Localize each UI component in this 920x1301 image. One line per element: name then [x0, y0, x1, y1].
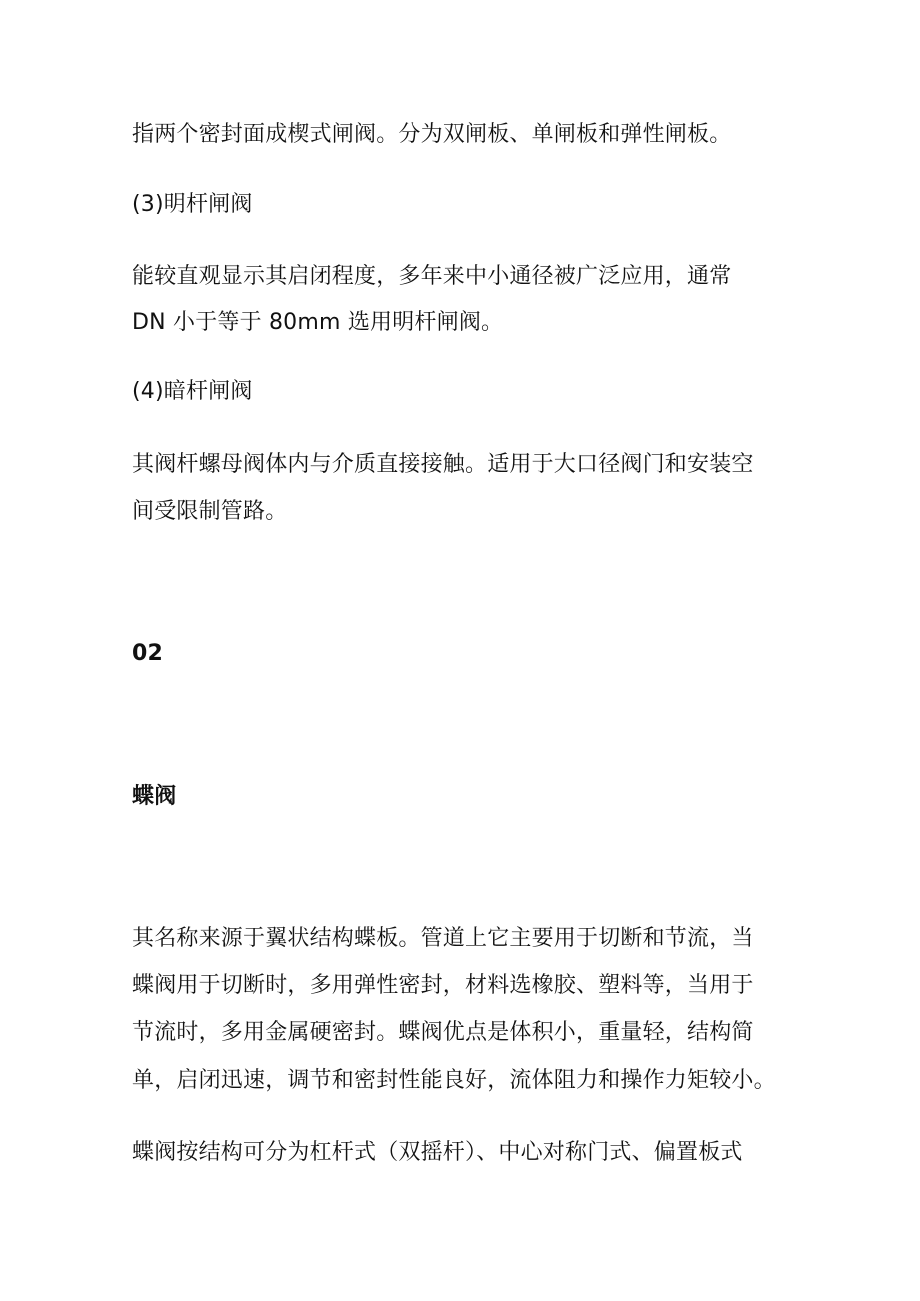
paragraph-rising-stem-line-2: DN 小于等于 80mm 选用明杆闸阀。 — [132, 310, 504, 335]
paragraph-butterfly-valve-line-4: 单，启闭迅速，调节和密封性能良好，流体阻力和操作力矩较小。 — [132, 1068, 776, 1093]
paragraph-rising-stem-line-1: 能较直观显示其启闭程度，多年来中小通径被广泛应用，通常 — [132, 264, 732, 289]
subheading-rising-stem-gate-valve: (3)明杆闸阀 — [132, 192, 253, 217]
paragraph-butterfly-structure-line-1: 蝶阀按结构可分为杠杆式（双摇杆）、中心对称门式、偏置板式 — [132, 1140, 743, 1165]
paragraph-butterfly-valve-line-2: 蝶阀用于切断时，多用弹性密封，材料选橡胶、塑料等，当用于 — [132, 973, 754, 998]
paragraph-wedge-gate-valve-line-1: 指两个密封面成楔式闸阀。分为双闸板、单闸板和弹性闸板。 — [132, 122, 732, 147]
paragraph-butterfly-valve-line-3: 节流时，多用金属硬密封。蝶阀优点是体积小，重量轻，结构简 — [132, 1020, 754, 1045]
paragraph-butterfly-valve-line-1: 其名称来源于翼状结构蝶板。管道上它主要用于切断和节流，当 — [132, 926, 754, 951]
section-title: 蝶阀 — [132, 784, 177, 809]
paragraph-non-rising-stem-line-1: 其阀杆螺母阀体内与介质直接接触。适用于大口径阀门和安装空 — [132, 452, 754, 477]
subheading-non-rising-stem-gate-valve: (4)暗杆闸阀 — [132, 379, 253, 404]
section-number: 02 — [132, 641, 164, 666]
paragraph-non-rising-stem-line-2: 间受限制管路。 — [132, 499, 288, 524]
